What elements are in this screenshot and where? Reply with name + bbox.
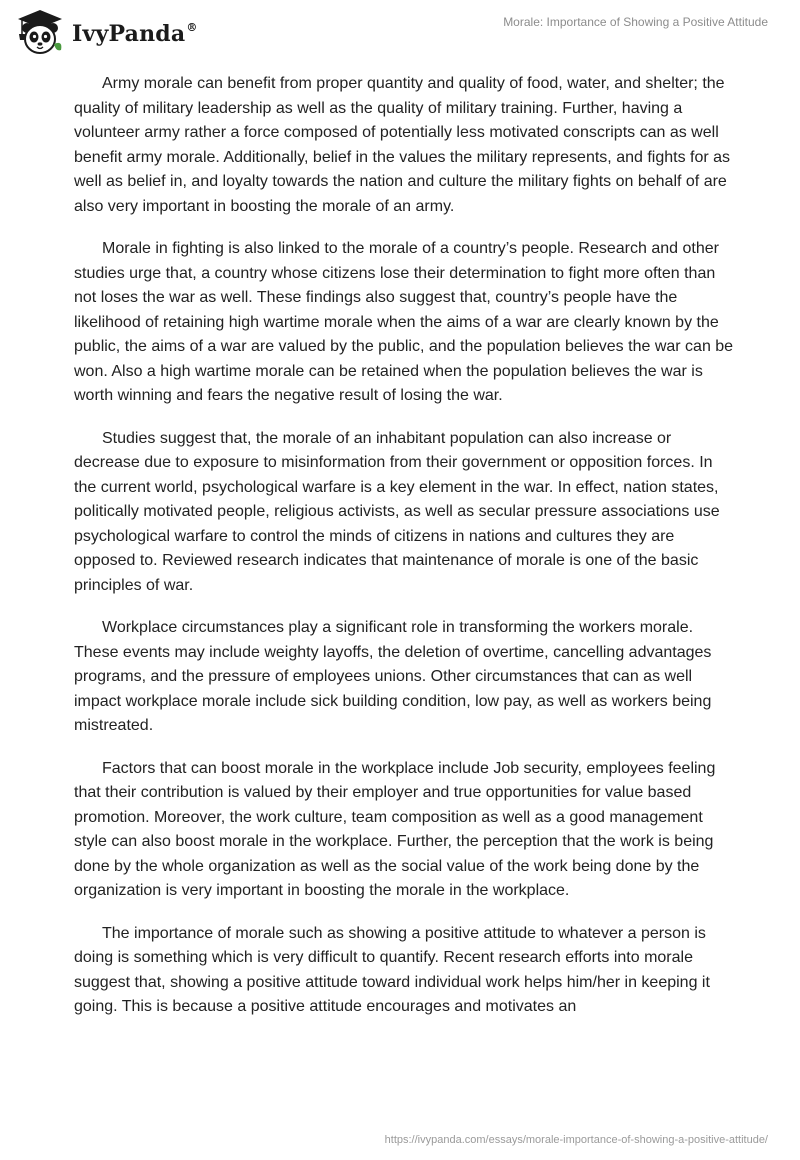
- essay-body: [74, 72, 734, 1038]
- paragraph: Workplace circumstances play a significant role in transforming the workers morale. These events may include weighty layoffs, the deletion of overtime, cancelling advantages programs, and the pressure of employees unions. Other circumstances that can as well impact workplace morale include sick building condition, low pay, as well as workers being mistreated.: [74, 619, 712, 734]
- registered-mark: ®: [186, 21, 198, 34]
- source-url[interactable]: https://ivypanda.com/essays/morale-importance-of-showing-a-positive-attitude/: [384, 1134, 768, 1146]
- paragraph: Morale in fighting is also linked to the morale of a country’s people. Research and other studies urge that, a country whose citizens lose their determination to fight more often than not loses the war as well. These findings also suggest that, country’s people have the likelihood of retaining high wartime morale when the aims of a war are clearly known by the public, the aims of a war are valued by the public, and the population believes the war can be won. Also a high wartime morale can be retained when the population believes the war is worth winning and fears the negative result of losing the war.: [74, 240, 734, 404]
- paragraph: The importance of morale such as showing a positive attitude to whatever a person is doing is something which is very difficult to quantify. Recent research efforts into morale suggest that, showing a positive attitude toward individual work helps him/her in keeping it going. This is because a positive attitude encourages and motivates an: [74, 924, 710, 1015]
- brand-name: IvyPanda®: [72, 21, 198, 47]
- ivypanda-logo[interactable]: [14, 8, 198, 56]
- paragraph: Army morale can benefit from proper quantity and quality of food, water, and shelter; the quality of military leadership as well as the quality of military training. Further, having a volunteer army rather a force composed of potentially less motivated conscripts can as well benefit army morale. Additionally, belief in the values the military represents, and fights for as well as belief in, and loyalty towards the nation and culture the military fights on behalf of are also very important in boosting the morale of an army.: [74, 75, 731, 215]
- paragraph: Factors that can boost morale in the workplace include Job security, employees feeling that their contribution is valued by their employer and true opportunities for value based promotion. Moreover, the work culture, team composition as well as a good management style can also boost morale in the workplace. Further, the perception that the work is being done by the whole organization as well as the social value of the work being done by the organization is very important in boosting the morale in the workplace.: [74, 759, 716, 899]
- paragraph: Studies suggest that, the morale of an inhabitant population can also increase or decrease due to exposure to misinformation from their government or opposition forces. In the current world, psychological warfare is a key element in the war. In effect, nation states, politically motivated people, religious activists, as well as secular pressure associations use psychological warfare to control the minds of citizens in nations and cultures they are opposed to. Reviewed research indicates that maintenance of morale is one of the basic principles of war.: [74, 429, 720, 594]
- panda-mascot-icon: [14, 8, 66, 56]
- page-header: [0, 0, 800, 60]
- document-title: Morale: Importance of Showing a Positive Attitude: [503, 15, 768, 29]
